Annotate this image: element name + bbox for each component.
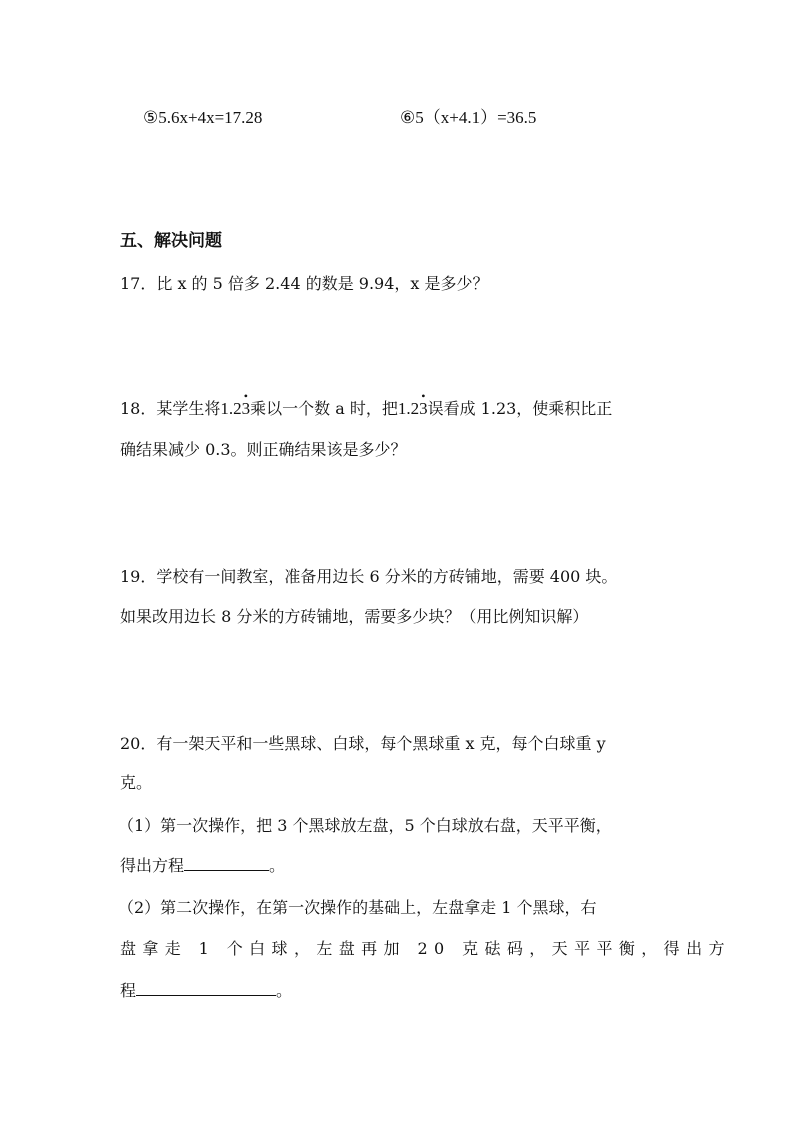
question-18-line-2: 确结果减少 0.3。则正确结果该是多少？ [120,440,407,459]
question-20-part-2-line-2: 盘拿走 1 个白球，左盘再加 20 克砝码，天平平衡，得出方 [120,939,731,958]
q18-mid: 乘以一个数 a 时，把 [250,399,398,418]
question-20-part-2-line-3 [120,979,292,1003]
repeating-decimal-2 [397,389,428,418]
p1-suffix: 。 [269,856,286,875]
q18-prefix: 18．某学生将 [120,399,221,418]
question-19-line-2: 如果改用边长 8 分米的方砖铺地，需要多少块？（用比例知识解） [120,607,589,626]
p2-prefix: 程 [120,981,137,1000]
repeating-digit: • 3 [241,389,251,418]
q18-suffix: 误看成 1.23，使乘积比正 [427,399,613,418]
repeat-dot-icon: • [243,389,248,403]
question-20-part-1-line-1: （1）第一次操作，把 3 个黑球放左盘，5 个白球放右盘，天平平衡， [118,816,612,835]
decimal-int-part: 1.2 [397,399,420,418]
question-20-line-2: 克。 [120,773,153,792]
question-20-line-1: 20．有一架天平和一些黑球、白球，每个黑球重 x 克，每个白球重 y [120,734,606,753]
question-18-line-1 [120,389,613,421]
answer-blank-1[interactable] [184,854,269,871]
question-20-part-2-line-1: （2）第二次操作，在第一次操作的基础上，左盘拿走 1 个黑球，右 [118,898,597,917]
decimal-int-part: 1.2 [220,399,242,418]
section-title: 五、解决问题 [120,231,222,251]
question-17: 17．比 x 的 5 倍多 2.44 的数是 9.94，x 是多少？ [120,274,489,293]
answer-blank-2[interactable] [136,979,276,996]
question-19-line-1: 19．学校有一间教室，准备用边长 6 分米的方砖铺地，需要 400 块。 [120,567,618,586]
repeating-decimal-1 [220,389,251,418]
p2-suffix: 。 [276,981,293,1000]
equation-5: ⑤5.6x+4x=17.28 [143,108,263,127]
equation-6: ⑥5（x+4.1）=36.5 [400,108,537,127]
p1-prefix: 得出方程 [120,856,185,875]
repeating-digit: • 3 [419,389,428,418]
repeat-dot-icon: • [421,389,426,403]
question-20-part-1-line-2 [120,854,285,878]
